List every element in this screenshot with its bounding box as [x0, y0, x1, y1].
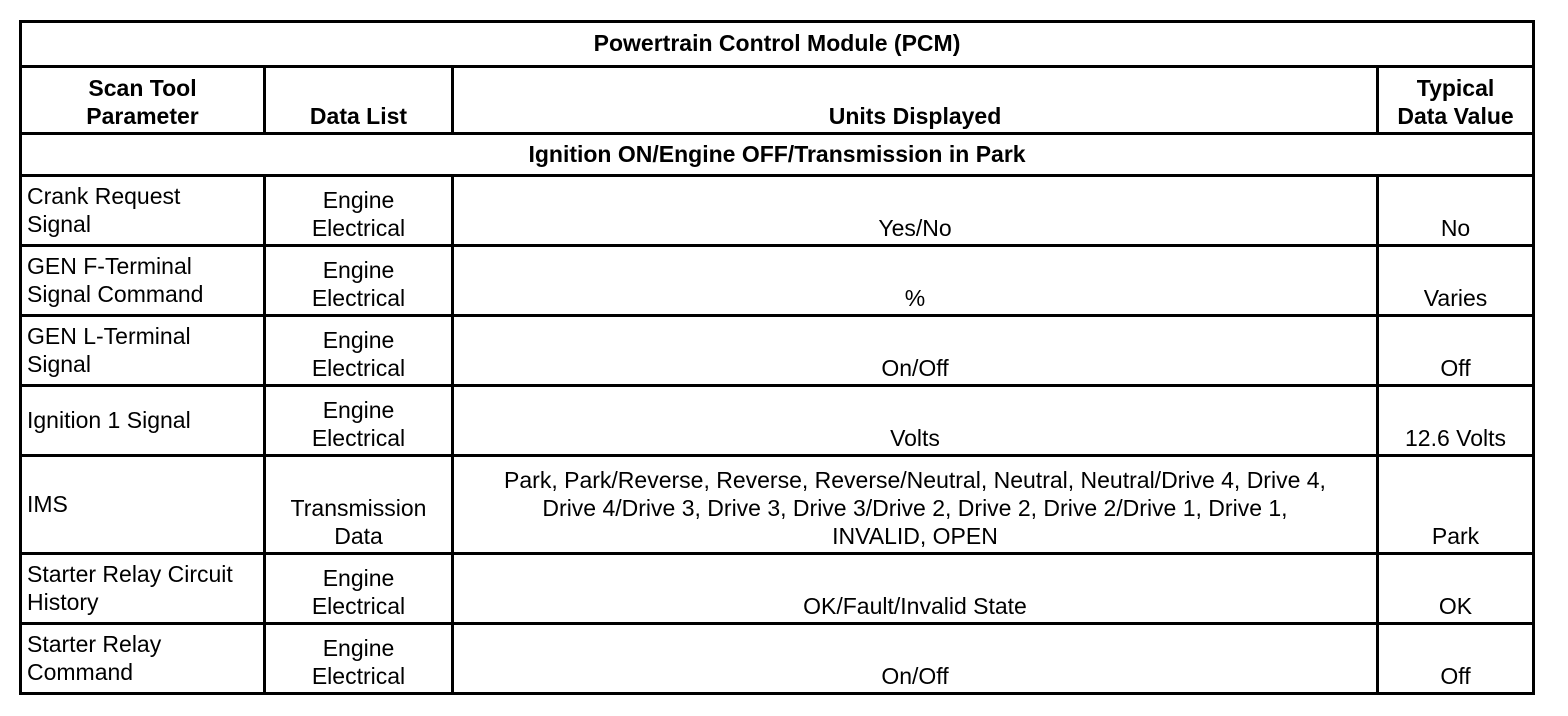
parameter-cell: Ignition 1 Signal [21, 386, 265, 456]
data-list-cell: Engine Electrical [265, 624, 453, 694]
data-list-cell: Engine Electrical [265, 246, 453, 316]
parameter-cell: Crank Request Signal [21, 176, 265, 246]
data-list-cell: Transmission Data [265, 456, 453, 554]
header-data-list: Data List [265, 67, 453, 134]
units-cell: On/Off [453, 316, 1378, 386]
table-row [21, 456, 1534, 554]
units-cell: % [453, 246, 1378, 316]
data-list-cell: Engine Electrical [265, 316, 453, 386]
typical-value-cell: OK [1378, 554, 1534, 624]
parameter-cell: GEN F-Terminal Signal Command [21, 246, 265, 316]
typical-value-cell: Off [1378, 316, 1534, 386]
units-cell: Yes/No [453, 176, 1378, 246]
parameter-cell: Starter Relay Command [21, 624, 265, 694]
data-list-cell: Engine Electrical [265, 554, 453, 624]
table-title-row [21, 22, 1534, 67]
typical-value-cell: No [1378, 176, 1534, 246]
header-typical-data-value: Typical Data Value [1378, 67, 1534, 134]
data-list-cell: Engine Electrical [265, 176, 453, 246]
units-cell: On/Off [453, 624, 1378, 694]
table-row [21, 624, 1534, 694]
typical-value-cell: Off [1378, 624, 1534, 694]
table-row [21, 176, 1534, 246]
table-row [21, 554, 1534, 624]
table-row [21, 246, 1534, 316]
typical-value-cell: 12.6 Volts [1378, 386, 1534, 456]
parameter-cell: Starter Relay Circuit History [21, 554, 265, 624]
parameter-cell: GEN L-Terminal Signal [21, 316, 265, 386]
units-cell: Volts [453, 386, 1378, 456]
section-header-row [21, 134, 1534, 176]
table-row [21, 386, 1534, 456]
parameter-cell: IMS [21, 456, 265, 554]
typical-value-cell: Park [1378, 456, 1534, 554]
column-header-row [21, 67, 1534, 134]
typical-value-cell: Varies [1378, 246, 1534, 316]
table-row [21, 316, 1534, 386]
units-cell: OK/Fault/Invalid State [453, 554, 1378, 624]
header-units-displayed: Units Displayed [453, 67, 1378, 134]
data-list-cell: Engine Electrical [265, 386, 453, 456]
units-cell: Park, Park/Reverse, Reverse, Reverse/Neutral, Neutral, Neutral/Drive 4, Drive 4, Drive 4/Drive 3, Drive 3, Drive 3/Drive 2, Drive 2, Drive 2/Drive 1, Drive 1, INVALID, OPEN [453, 456, 1378, 554]
table-title: Powertrain Control Module (PCM) [21, 22, 1534, 67]
pcm-data-table [19, 20, 1535, 695]
header-scan-tool-parameter: Scan Tool Parameter [21, 67, 265, 134]
section-title: Ignition ON/Engine OFF/Transmission in Park [21, 134, 1534, 176]
